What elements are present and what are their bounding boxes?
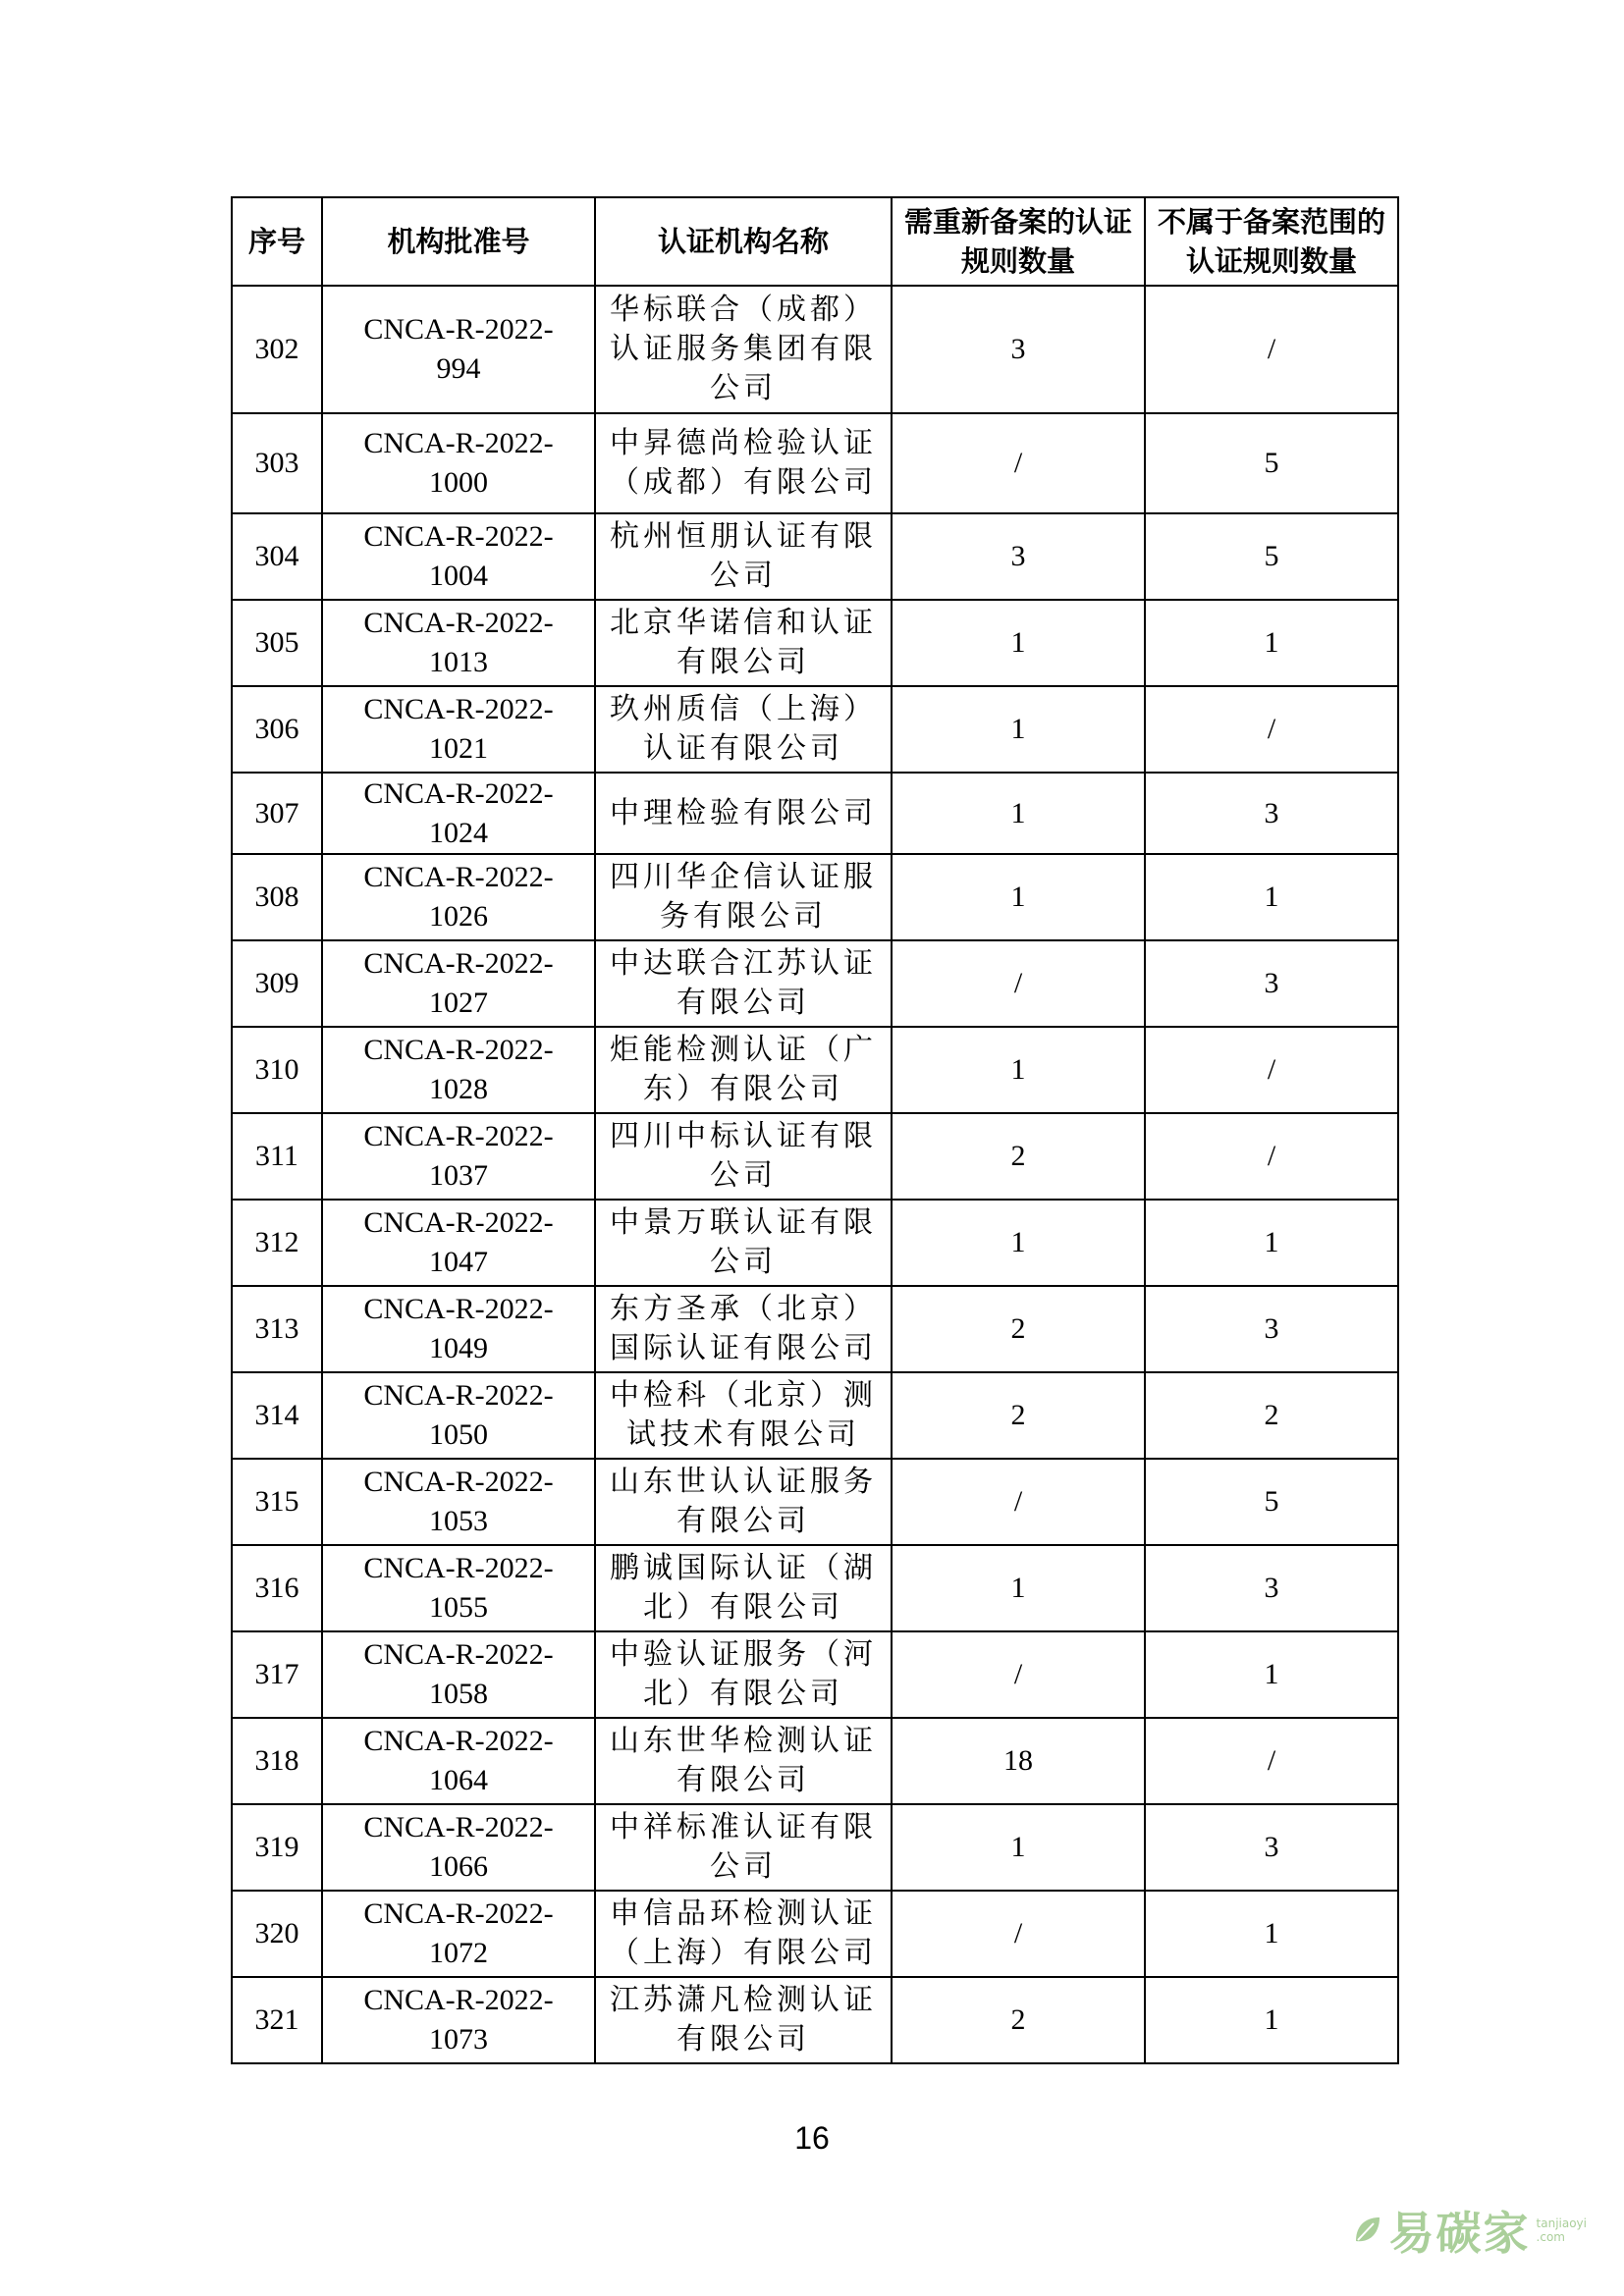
cell-approval-number: CNCA-R-2022- 1013 — [322, 600, 595, 686]
watermark-text: 易碳家 — [1388, 2207, 1531, 2260]
cell-outside-scope-count: 1 — [1145, 854, 1398, 940]
cell-approval-number: CNCA-R-2022- 1024 — [322, 773, 595, 854]
cell-institution-name: 中景万联认证有限公司 — [595, 1200, 892, 1286]
header-approval-number: 机构批准号 — [322, 197, 595, 286]
watermark-domain-line2: .com — [1536, 2230, 1565, 2244]
cell-approval-number: CNCA-R-2022- 994 — [322, 286, 595, 413]
cell-outside-scope-count: 1 — [1145, 1977, 1398, 2063]
cell-approval-number: CNCA-R-2022- 1058 — [322, 1631, 595, 1718]
cell-serial-number: 317 — [232, 1631, 322, 1718]
cell-institution-name: 申信品环检测认证（上海）有限公司 — [595, 1891, 892, 1977]
cell-institution-name: 华标联合（成都）认证服务集团有限公司 — [595, 286, 892, 413]
cell-serial-number: 313 — [232, 1286, 322, 1372]
cell-institution-name: 东方圣承（北京）国际认证有限公司 — [595, 1286, 892, 1372]
cell-institution-name: 北京华诺信和认证有限公司 — [595, 600, 892, 686]
cell-refile-count: 2 — [892, 1113, 1145, 1200]
cell-outside-scope-count: 3 — [1145, 1804, 1398, 1891]
cell-institution-name: 玖州质信（上海）认证有限公司 — [595, 686, 892, 773]
cell-serial-number: 306 — [232, 686, 322, 773]
table-row — [232, 1718, 1398, 1804]
cell-approval-number: CNCA-R-2022- 1066 — [322, 1804, 595, 1891]
cell-refile-count: 2 — [892, 1977, 1145, 2063]
cell-outside-scope-count: / — [1145, 1113, 1398, 1200]
table-row — [232, 1891, 1398, 1977]
cell-outside-scope-count: 3 — [1145, 940, 1398, 1027]
cell-institution-name: 中昇德尚检验认证（成都）有限公司 — [595, 413, 892, 513]
watermark-logo — [1350, 2198, 1587, 2263]
watermark-domain-line1: tanjiaoyi — [1536, 2216, 1587, 2230]
cell-institution-name: 中验认证服务（河北）有限公司 — [595, 1631, 892, 1718]
cell-refile-count: / — [892, 1631, 1145, 1718]
table-row — [232, 854, 1398, 940]
table-row — [232, 1027, 1398, 1113]
cell-approval-number: CNCA-R-2022- 1027 — [322, 940, 595, 1027]
cell-refile-count: 3 — [892, 513, 1145, 600]
cell-serial-number: 312 — [232, 1200, 322, 1286]
cell-approval-number: CNCA-R-2022- 1049 — [322, 1286, 595, 1372]
cell-serial-number: 311 — [232, 1113, 322, 1200]
cell-serial-number: 321 — [232, 1977, 322, 2063]
table-row — [232, 286, 1398, 413]
table-row — [232, 1545, 1398, 1631]
cell-institution-name: 山东世华检测认证有限公司 — [595, 1718, 892, 1804]
cell-outside-scope-count: 5 — [1145, 1459, 1398, 1545]
cell-outside-scope-count: 1 — [1145, 1631, 1398, 1718]
table-row — [232, 1977, 1398, 2063]
table-row — [232, 1804, 1398, 1891]
cell-refile-count: 2 — [892, 1286, 1145, 1372]
cell-serial-number: 316 — [232, 1545, 322, 1631]
cell-refile-count: 3 — [892, 286, 1145, 413]
cell-outside-scope-count: 3 — [1145, 1545, 1398, 1631]
cell-outside-scope-count: / — [1145, 286, 1398, 413]
cell-approval-number: CNCA-R-2022- 1073 — [322, 1977, 595, 2063]
cell-institution-name: 中理检验有限公司 — [595, 773, 892, 854]
cell-institution-name: 山东世认认证服务有限公司 — [595, 1459, 892, 1545]
table-row — [232, 1200, 1398, 1286]
header-institution-name: 认证机构名称 — [595, 197, 892, 286]
cell-institution-name: 四川中标认证有限公司 — [595, 1113, 892, 1200]
cell-outside-scope-count: 3 — [1145, 773, 1398, 854]
cell-institution-name: 中达联合江苏认证有限公司 — [595, 940, 892, 1027]
cell-refile-count: 2 — [892, 1372, 1145, 1459]
cell-serial-number: 315 — [232, 1459, 322, 1545]
cell-serial-number: 320 — [232, 1891, 322, 1977]
table-row — [232, 1631, 1398, 1718]
cell-approval-number: CNCA-R-2022- 1050 — [322, 1372, 595, 1459]
header-serial-number: 序号 — [232, 197, 322, 286]
table-row — [232, 600, 1398, 686]
table-row — [232, 773, 1398, 854]
cell-institution-name: 炬能检测认证（广东）有限公司 — [595, 1027, 892, 1113]
cell-refile-count: 1 — [892, 600, 1145, 686]
cell-serial-number: 305 — [232, 600, 322, 686]
leaf-icon — [1350, 2214, 1383, 2247]
cell-refile-count: / — [892, 940, 1145, 1027]
table-row — [232, 1113, 1398, 1200]
page-number: 16 — [794, 2120, 830, 2156]
table-row — [232, 513, 1398, 600]
cell-refile-count: 1 — [892, 1200, 1145, 1286]
cell-refile-count: 18 — [892, 1718, 1145, 1804]
cell-serial-number: 302 — [232, 286, 322, 413]
cell-approval-number: CNCA-R-2022- 1064 — [322, 1718, 595, 1804]
cell-institution-name: 鹏诚国际认证（湖北）有限公司 — [595, 1545, 892, 1631]
cell-refile-count: 1 — [892, 854, 1145, 940]
cell-serial-number: 310 — [232, 1027, 322, 1113]
cell-approval-number: CNCA-R-2022- 1000 — [322, 413, 595, 513]
cell-outside-scope-count: / — [1145, 1718, 1398, 1804]
cell-approval-number: CNCA-R-2022- 1055 — [322, 1545, 595, 1631]
cell-institution-name: 中祥标准认证有限公司 — [595, 1804, 892, 1891]
cell-refile-count: / — [892, 413, 1145, 513]
cell-refile-count: 1 — [892, 773, 1145, 854]
header-refile-count: 需重新备案的认证规则数量 — [892, 197, 1145, 286]
cell-serial-number: 303 — [232, 413, 322, 513]
cell-serial-number: 319 — [232, 1804, 322, 1891]
cell-outside-scope-count: 1 — [1145, 1200, 1398, 1286]
cell-institution-name: 杭州恒朋认证有限公司 — [595, 513, 892, 600]
cell-outside-scope-count: / — [1145, 686, 1398, 773]
cell-approval-number: CNCA-R-2022- 1021 — [322, 686, 595, 773]
watermark-domain — [1537, 2216, 1587, 2244]
table-body — [232, 286, 1398, 2063]
cell-outside-scope-count: 5 — [1145, 413, 1398, 513]
table-row — [232, 413, 1398, 513]
cell-serial-number: 307 — [232, 773, 322, 854]
cell-serial-number: 318 — [232, 1718, 322, 1804]
cell-institution-name: 四川华企信认证服务有限公司 — [595, 854, 892, 940]
table-header-row — [232, 197, 1398, 286]
table-row — [232, 1286, 1398, 1372]
table-row — [232, 1459, 1398, 1545]
cell-institution-name: 江苏潇凡检测认证有限公司 — [595, 1977, 892, 2063]
cell-outside-scope-count: / — [1145, 1027, 1398, 1113]
cell-outside-scope-count: 1 — [1145, 1891, 1398, 1977]
header-outside-scope-count: 不属于备案范围的认证规则数量 — [1145, 197, 1398, 286]
table-row — [232, 940, 1398, 1027]
cell-serial-number: 304 — [232, 513, 322, 600]
table-row — [232, 1372, 1398, 1459]
cell-refile-count: 1 — [892, 686, 1145, 773]
cell-approval-number: CNCA-R-2022- 1053 — [322, 1459, 595, 1545]
cell-approval-number: CNCA-R-2022- 1026 — [322, 854, 595, 940]
cell-outside-scope-count: 3 — [1145, 1286, 1398, 1372]
table-row — [232, 686, 1398, 773]
cell-outside-scope-count: 1 — [1145, 600, 1398, 686]
cell-approval-number: CNCA-R-2022- 1037 — [322, 1113, 595, 1200]
cell-serial-number: 308 — [232, 854, 322, 940]
certification-rules-table — [231, 196, 1399, 2064]
cell-approval-number: CNCA-R-2022- 1004 — [322, 513, 595, 600]
cell-approval-number: CNCA-R-2022- 1028 — [322, 1027, 595, 1113]
cell-refile-count: / — [892, 1459, 1145, 1545]
cell-institution-name: 中检科（北京）测试技术有限公司 — [595, 1372, 892, 1459]
cell-refile-count: 1 — [892, 1027, 1145, 1113]
cell-refile-count: / — [892, 1891, 1145, 1977]
cell-serial-number: 309 — [232, 940, 322, 1027]
cell-approval-number: CNCA-R-2022- 1072 — [322, 1891, 595, 1977]
cell-refile-count: 1 — [892, 1545, 1145, 1631]
cell-serial-number: 314 — [232, 1372, 322, 1459]
cell-refile-count: 1 — [892, 1804, 1145, 1891]
cell-outside-scope-count: 2 — [1145, 1372, 1398, 1459]
cell-outside-scope-count: 5 — [1145, 513, 1398, 600]
cell-approval-number: CNCA-R-2022- 1047 — [322, 1200, 595, 1286]
